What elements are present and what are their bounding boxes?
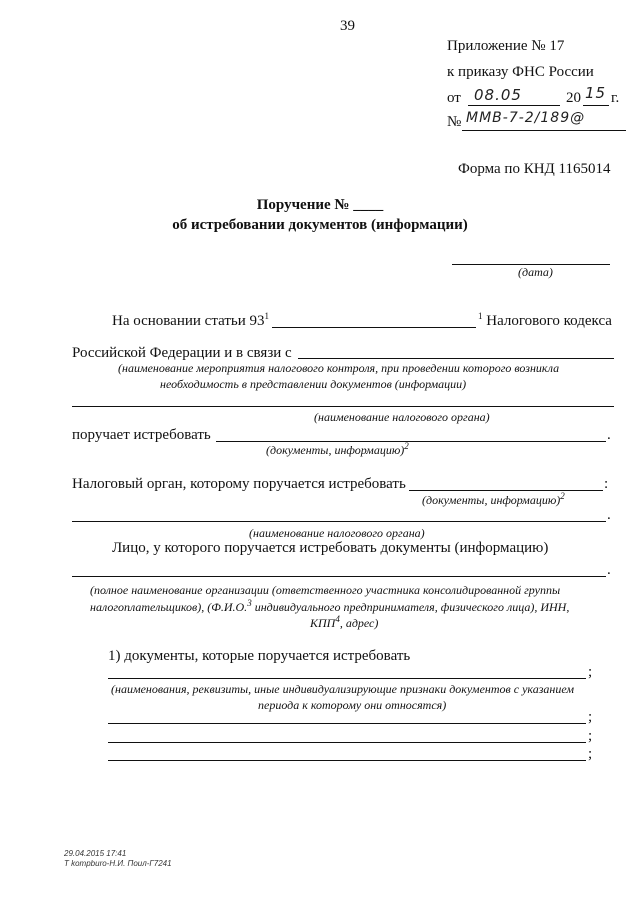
rf-text: Российской Федерации и в связи с [72,345,292,361]
basis-field-line[interactable] [272,327,476,328]
basis-end [478,313,612,330]
appendix-date-line [468,105,560,106]
basis-end-text: Налогового кодекса [486,313,612,329]
item1-semicolon-4: ; [588,746,593,762]
appendix-year-suffix: г. [611,90,620,106]
assigned-text: Налоговый орган, которому поручается истребовать [72,476,406,492]
assigned-field-line[interactable] [409,490,603,491]
tax-authority-line-2-end: . [607,507,611,523]
item1-semicolon-1: ; [588,664,593,680]
instructs-text: поручает истребовать [72,427,211,443]
appendix-num-prefix: № [447,114,462,130]
item1-field-line-3[interactable] [108,742,586,743]
person-caption-footnote-3: 3 [247,598,252,608]
instructs-end: . [607,427,611,443]
event-field-line[interactable] [298,358,614,359]
docs-caption-1-text: (документы, информацию) [266,443,405,457]
form-code: Форма по КНД 1165014 [458,161,611,177]
basis-text [112,313,269,330]
item1-semicolon-2: ; [588,709,593,725]
docs-caption-2 [422,493,565,508]
item1-field-line-1[interactable] [108,678,586,679]
item1-caption-1: (наименования, реквизиты, иные индивидуализирующие признаки документов с указанием [111,682,575,696]
appendix-year-line [583,105,609,106]
docs-caption-2-text: (документы, информацию) [422,493,561,507]
document-title: Поручение № ____ [256,197,384,213]
basis-text-start: На основании статьи 93 [112,313,265,329]
person-text: Лицо, у которого поручается истребовать документы (информацию) [112,540,549,556]
person-caption-3-end: , адрес) [339,616,379,630]
item1-caption-2: периода к которому они относятся) [258,698,447,712]
date-caption: (дата) [518,265,553,279]
event-caption-1: (наименование мероприятия налогового контроля, при проведении которого возникла [118,361,560,375]
person-caption-1: (полное наименование организации (ответственного участника консолидированной группы [90,583,561,597]
footer-author: Т kompburo-Н.И. Поил-Г7241 [64,859,172,868]
appendix-year-prefix: 20 [566,90,581,106]
instructs-field-line[interactable] [216,441,606,442]
appendix-num-line [462,130,626,131]
appendix-date-handwritten: 08.05 [474,86,522,104]
page-number: 39 [340,18,355,34]
person-caption-2-start: налогоплательщиков), (Ф.И.О. [90,600,248,614]
footer-timestamp: 29.04.2015 17:41 [64,849,127,858]
assigned-end: : [604,476,609,492]
item1-text: 1) документы, которые поручается истребовать [108,648,411,664]
tax-authority-field-line-2[interactable] [72,521,606,522]
docs-caption-2-footnote: 2 [560,491,565,501]
item1-field-line-2[interactable] [108,723,586,724]
document-subtitle: об истребовании документов (информации) [172,217,468,233]
tax-authority-caption-2: (наименование налогового органа) [249,526,425,540]
person-caption-footnote-4: 4 [335,614,340,624]
tax-authority-caption-1: (наименование налогового органа) [314,410,490,424]
person-field-line[interactable] [72,576,606,577]
appendix-line2: к приказу ФНС России [447,64,594,80]
appendix-line1: Приложение № 17 [447,38,565,54]
person-caption-3-start: КПП [310,616,336,630]
basis-footnote-2: 1 [478,311,483,321]
person-caption-3 [310,616,378,631]
appendix-num-handwritten: ММВ-7-2/189@ [466,110,586,126]
item1-field-line-4[interactable] [108,760,586,761]
person-line-end: . [607,562,611,578]
event-caption-2: необходимость в представлении документов (информации) [160,377,467,391]
docs-caption-1 [266,443,409,458]
appendix-year-handwritten: 15 [585,84,607,102]
appendix-date-prefix: от [447,90,461,106]
basis-footnote-1: 1 [264,311,270,321]
docs-caption-1-footnote: 2 [404,441,409,451]
item1-semicolon-3: ; [588,728,593,744]
person-caption-2 [90,600,569,615]
person-caption-2-end: индивидуального предпринимателя, физического лица), ИНН, [251,600,570,614]
tax-authority-field-line-1[interactable] [72,406,614,407]
